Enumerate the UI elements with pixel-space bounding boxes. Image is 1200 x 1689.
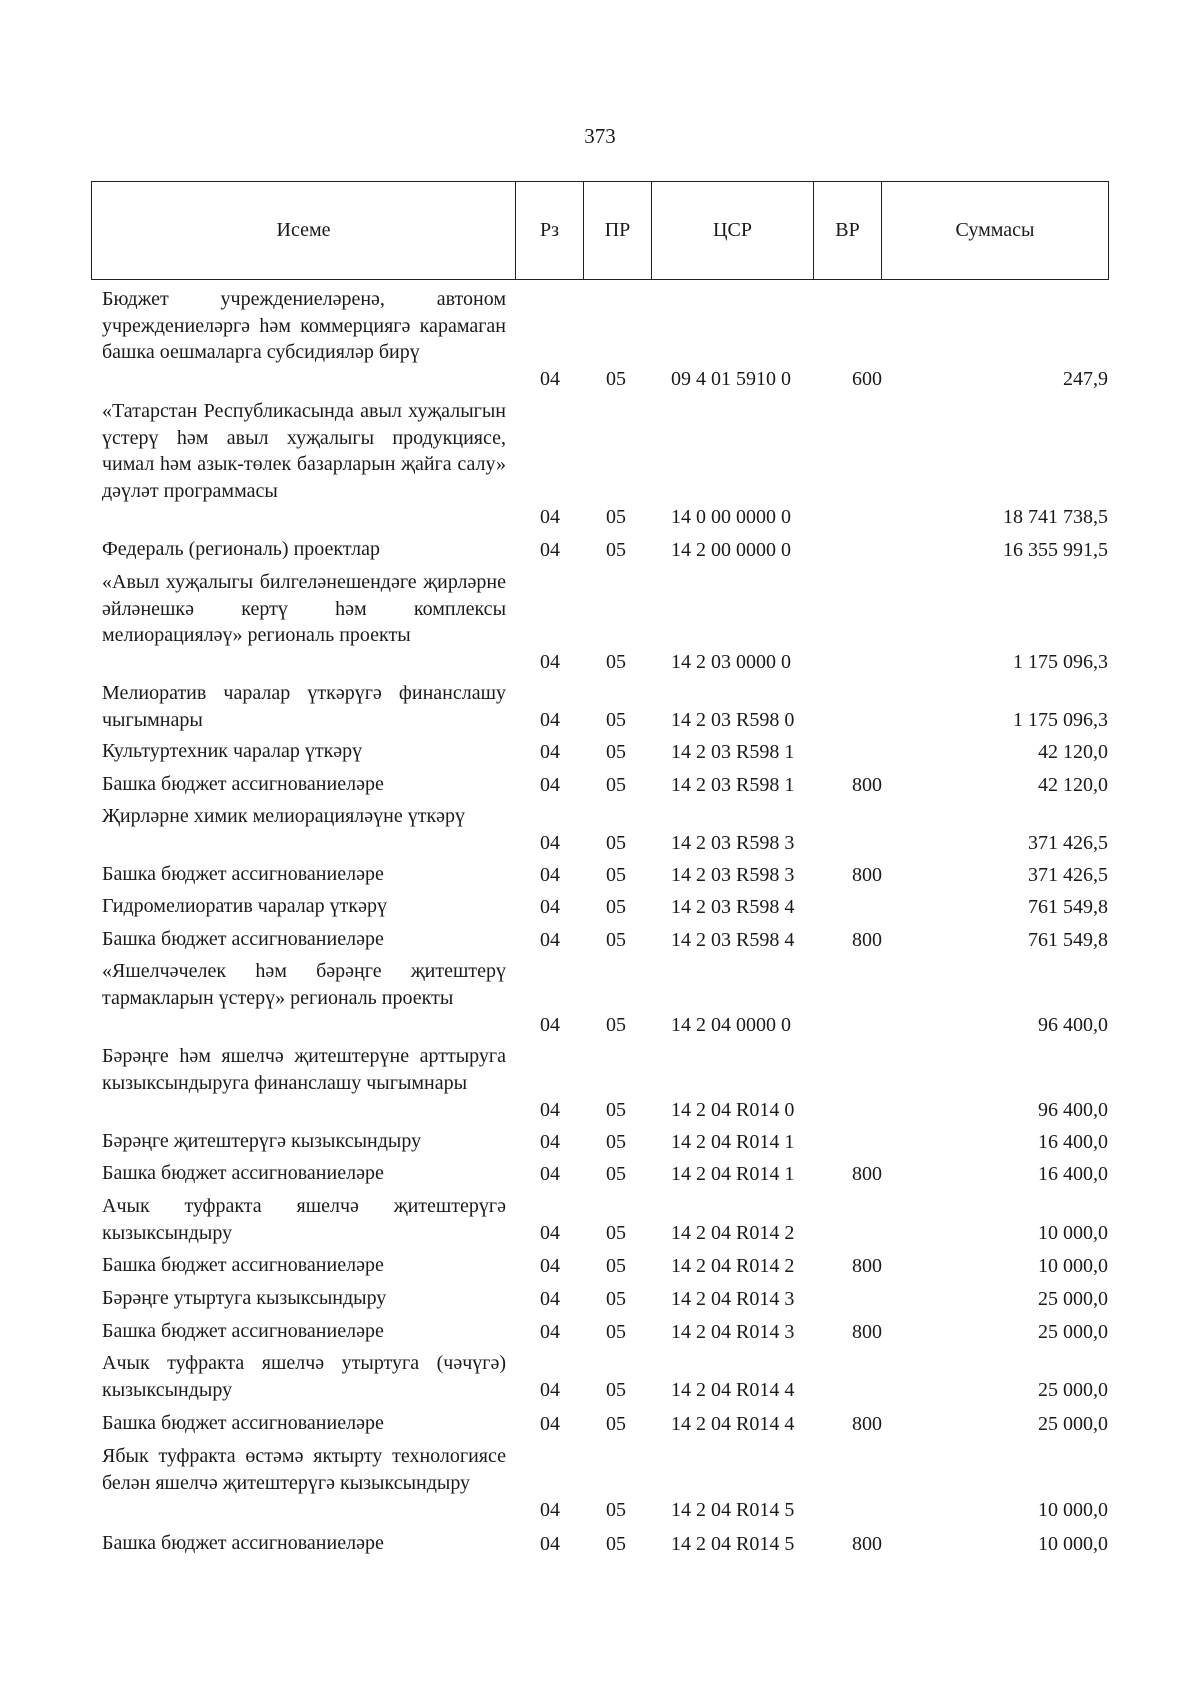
row-csr: 14 2 04 R014 2 xyxy=(671,1254,795,1277)
row-csr: 14 2 04 R014 4 xyxy=(671,1412,795,1435)
table-row xyxy=(0,1318,1200,1345)
row-rz: 04 xyxy=(540,1254,560,1277)
header-rz: Рз xyxy=(516,182,584,279)
row-sum: 96 400,0 xyxy=(1038,1098,1108,1121)
row-csr: 14 2 04 R014 2 xyxy=(671,1221,795,1244)
row-name: Ачык туфракта яшелчә утыртуга (чәчүгә) кызыксындыру xyxy=(102,1352,506,1401)
row-csr: 14 2 03 0000 0 xyxy=(671,650,791,673)
row-rz: 04 xyxy=(540,708,560,731)
row-pr: 05 xyxy=(606,1532,626,1555)
row-sum: 96 400,0 xyxy=(1038,1013,1108,1036)
header-csr: ЦСР xyxy=(652,182,814,279)
row-pr: 05 xyxy=(606,1221,626,1244)
row-sum: 10 000,0 xyxy=(1038,1532,1108,1555)
table-row xyxy=(0,771,1200,798)
row-sum: 1 175 096,3 xyxy=(1013,650,1108,673)
row-csr: 14 2 04 R014 4 xyxy=(671,1378,795,1401)
row-name: Башка бюджет ассигнованиеләре xyxy=(102,773,384,795)
row-rz: 04 xyxy=(540,1532,560,1555)
row-pr: 05 xyxy=(606,1498,626,1521)
row-csr: 14 2 03 R598 4 xyxy=(671,895,795,918)
row-rz: 04 xyxy=(540,538,560,561)
row-vr: 800 xyxy=(852,1532,882,1555)
row-csr: 14 2 03 R598 1 xyxy=(671,740,795,763)
row-pr: 05 xyxy=(606,538,626,561)
table-row xyxy=(0,958,1200,1038)
row-rz: 04 xyxy=(540,863,560,886)
row-name: Федераль (региональ) проектлар xyxy=(102,538,380,560)
row-csr: 14 2 04 R014 3 xyxy=(671,1320,795,1343)
table-row xyxy=(0,398,1200,530)
table-row xyxy=(0,861,1200,888)
row-csr: 14 2 04 0000 0 xyxy=(671,1013,791,1036)
row-pr: 05 xyxy=(606,1378,626,1401)
row-name: Башка бюджет ассигнованиеләре xyxy=(102,928,384,950)
row-name: Җирләрне химик мелиорацияләүне үткәрү xyxy=(102,805,466,827)
header-pr: ПР xyxy=(584,182,652,279)
row-pr: 05 xyxy=(606,1130,626,1153)
row-rz: 04 xyxy=(540,740,560,763)
row-vr: 600 xyxy=(852,367,882,390)
row-csr: 14 2 03 R598 4 xyxy=(671,928,795,951)
row-csr: 14 2 00 0000 0 xyxy=(671,538,791,561)
row-sum: 25 000,0 xyxy=(1038,1287,1108,1310)
row-csr: 14 2 04 R014 5 xyxy=(671,1498,795,1521)
row-rz: 04 xyxy=(540,1378,560,1401)
row-sum: 25 000,0 xyxy=(1038,1412,1108,1435)
table-row xyxy=(0,569,1200,675)
row-sum: 42 120,0 xyxy=(1038,773,1108,796)
row-vr: 800 xyxy=(852,928,882,951)
row-sum: 1 175 096,3 xyxy=(1013,708,1108,731)
row-pr: 05 xyxy=(606,831,626,854)
row-rz: 04 xyxy=(540,505,560,528)
row-name: Бюджет учреждениеләренә, автоном учреждениеләргә һәм коммерциягә карамаган башка оешмаларга субсидияләр бирү xyxy=(102,288,506,363)
row-vr: 800 xyxy=(852,773,882,796)
table-row xyxy=(0,286,1200,392)
row-sum: 10 000,0 xyxy=(1038,1254,1108,1277)
row-csr: 14 2 03 R598 3 xyxy=(671,831,795,854)
table-row xyxy=(0,1350,1200,1403)
row-rz: 04 xyxy=(540,1162,560,1185)
row-sum: 761 549,8 xyxy=(1028,895,1108,918)
table-row xyxy=(0,1530,1200,1557)
row-pr: 05 xyxy=(606,1098,626,1121)
row-sum: 371 426,5 xyxy=(1028,863,1108,886)
header-sum: Суммасы xyxy=(955,219,1035,241)
row-name: Ябык туфракта өстәмә яктырту технологиясе белән яшелчә җитештерүгә кызыксындыру xyxy=(102,1445,506,1494)
row-rz: 04 xyxy=(540,1498,560,1521)
row-rz: 04 xyxy=(540,773,560,796)
table-row xyxy=(0,803,1200,856)
table-row xyxy=(0,1285,1200,1312)
row-name: «Татарстан Республикасында авыл хуҗалыгын үстерү һәм авыл хуҗалыгы продукциясе, чимал һәм азык-төлек базарларын җайга салу» дәүләт программасы xyxy=(102,400,506,502)
row-csr: 14 2 04 R014 1 xyxy=(671,1130,795,1153)
row-name: Культуртехник чаралар үткәрү xyxy=(102,740,363,762)
row-rz: 04 xyxy=(540,650,560,673)
row-name: Бәрәңге җитештерүгә кызыксындыру xyxy=(102,1130,422,1152)
row-rz: 04 xyxy=(540,928,560,951)
row-sum: 16 400,0 xyxy=(1038,1130,1108,1153)
row-csr: 14 2 04 R014 5 xyxy=(671,1532,795,1555)
row-sum: 25 000,0 xyxy=(1038,1320,1108,1343)
row-rz: 04 xyxy=(540,367,560,390)
row-sum: 42 120,0 xyxy=(1038,740,1108,763)
table-row xyxy=(0,1160,1200,1187)
row-rz: 04 xyxy=(540,1098,560,1121)
row-pr: 05 xyxy=(606,863,626,886)
table-row xyxy=(0,680,1200,733)
table-row xyxy=(0,1252,1200,1279)
row-sum: 761 549,8 xyxy=(1028,928,1108,951)
row-sum: 10 000,0 xyxy=(1038,1498,1108,1521)
row-name: Башка бюджет ассигнованиеләре xyxy=(102,1320,384,1342)
row-name: Ачык туфракта яшелчә җитештерүгә кызыксындыру xyxy=(102,1195,506,1244)
row-name: «Авыл хуҗалыгы билгеләнешендәге җирләрне әйләнешкә кертү һәм комплексы мелиорацияләү» региональ проекты xyxy=(102,571,506,646)
table-row xyxy=(0,893,1200,920)
row-pr: 05 xyxy=(606,1254,626,1277)
row-pr: 05 xyxy=(606,1013,626,1036)
row-name: «Яшелчәчелек һәм бәрәңге җитештерү тармакларын үстерү» региональ проекты xyxy=(102,960,506,1009)
row-pr: 05 xyxy=(606,1287,626,1310)
row-rz: 04 xyxy=(540,1287,560,1310)
row-sum: 247,9 xyxy=(1063,367,1108,390)
row-csr: 14 2 04 R014 0 xyxy=(671,1098,795,1121)
table-row xyxy=(0,926,1200,953)
row-sum: 16 355 991,5 xyxy=(1003,538,1108,561)
row-rz: 04 xyxy=(540,1221,560,1244)
row-sum: 18 741 738,5 xyxy=(1003,505,1108,528)
table-row xyxy=(0,1410,1200,1437)
row-name: Башка бюджет ассигнованиеләре xyxy=(102,1254,384,1276)
row-sum: 10 000,0 xyxy=(1038,1221,1108,1244)
row-pr: 05 xyxy=(606,740,626,763)
page-number: 373 xyxy=(584,124,616,148)
row-pr: 05 xyxy=(606,505,626,528)
row-sum: 25 000,0 xyxy=(1038,1378,1108,1401)
row-csr: 09 4 01 5910 0 xyxy=(671,367,791,390)
row-pr: 05 xyxy=(606,650,626,673)
row-sum: 16 400,0 xyxy=(1038,1162,1108,1185)
row-rz: 04 xyxy=(540,1412,560,1435)
row-vr: 800 xyxy=(852,1162,882,1185)
row-rz: 04 xyxy=(540,831,560,854)
row-pr: 05 xyxy=(606,895,626,918)
header-name: Исеме xyxy=(92,182,516,279)
row-csr: 14 2 04 R014 3 xyxy=(671,1287,795,1310)
row-name: Башка бюджет ассигнованиеләре xyxy=(102,1412,384,1434)
table-row xyxy=(0,1128,1200,1155)
row-pr: 05 xyxy=(606,1320,626,1343)
header-vr: ВР xyxy=(814,182,882,279)
table-row xyxy=(0,1193,1200,1246)
row-csr: 14 2 04 R014 1 xyxy=(671,1162,795,1185)
row-vr: 800 xyxy=(852,863,882,886)
row-csr: 14 2 03 R598 0 xyxy=(671,708,795,731)
row-name: Гидромелиоратив чаралар үткәрү xyxy=(102,895,387,917)
row-vr: 800 xyxy=(852,1320,882,1343)
table-row xyxy=(0,738,1200,765)
row-pr: 05 xyxy=(606,1412,626,1435)
row-pr: 05 xyxy=(606,928,626,951)
row-name: Бәрәңге һәм яшелчә җитештерүне арттыруга кызыксындыруга финанслашу чыгымнары xyxy=(102,1045,506,1094)
row-csr: 14 0 00 0000 0 xyxy=(671,505,791,528)
table-row xyxy=(0,1443,1200,1523)
row-vr: 800 xyxy=(852,1254,882,1277)
row-rz: 04 xyxy=(540,1013,560,1036)
row-rz: 04 xyxy=(540,895,560,918)
row-rz: 04 xyxy=(540,1130,560,1153)
row-pr: 05 xyxy=(606,1162,626,1185)
row-csr: 14 2 03 R598 1 xyxy=(671,773,795,796)
row-pr: 05 xyxy=(606,773,626,796)
row-name: Башка бюджет ассигнованиеләре xyxy=(102,1532,384,1554)
row-vr: 800 xyxy=(852,1412,882,1435)
table-row xyxy=(0,1043,1200,1123)
row-name: Башка бюджет ассигнованиеләре xyxy=(102,1162,384,1184)
row-name: Башка бюджет ассигнованиеләре xyxy=(102,863,384,885)
row-name: Мелиоратив чаралар үткәрүгә финанслашу чыгымнары xyxy=(102,682,506,731)
row-pr: 05 xyxy=(606,367,626,390)
row-name: Бәрәңге утыртуга кызыксындыру xyxy=(102,1287,387,1309)
row-csr: 14 2 03 R598 3 xyxy=(671,863,795,886)
table-row xyxy=(0,536,1200,563)
row-pr: 05 xyxy=(606,708,626,731)
row-rz: 04 xyxy=(540,1320,560,1343)
row-sum: 371 426,5 xyxy=(1028,831,1108,854)
